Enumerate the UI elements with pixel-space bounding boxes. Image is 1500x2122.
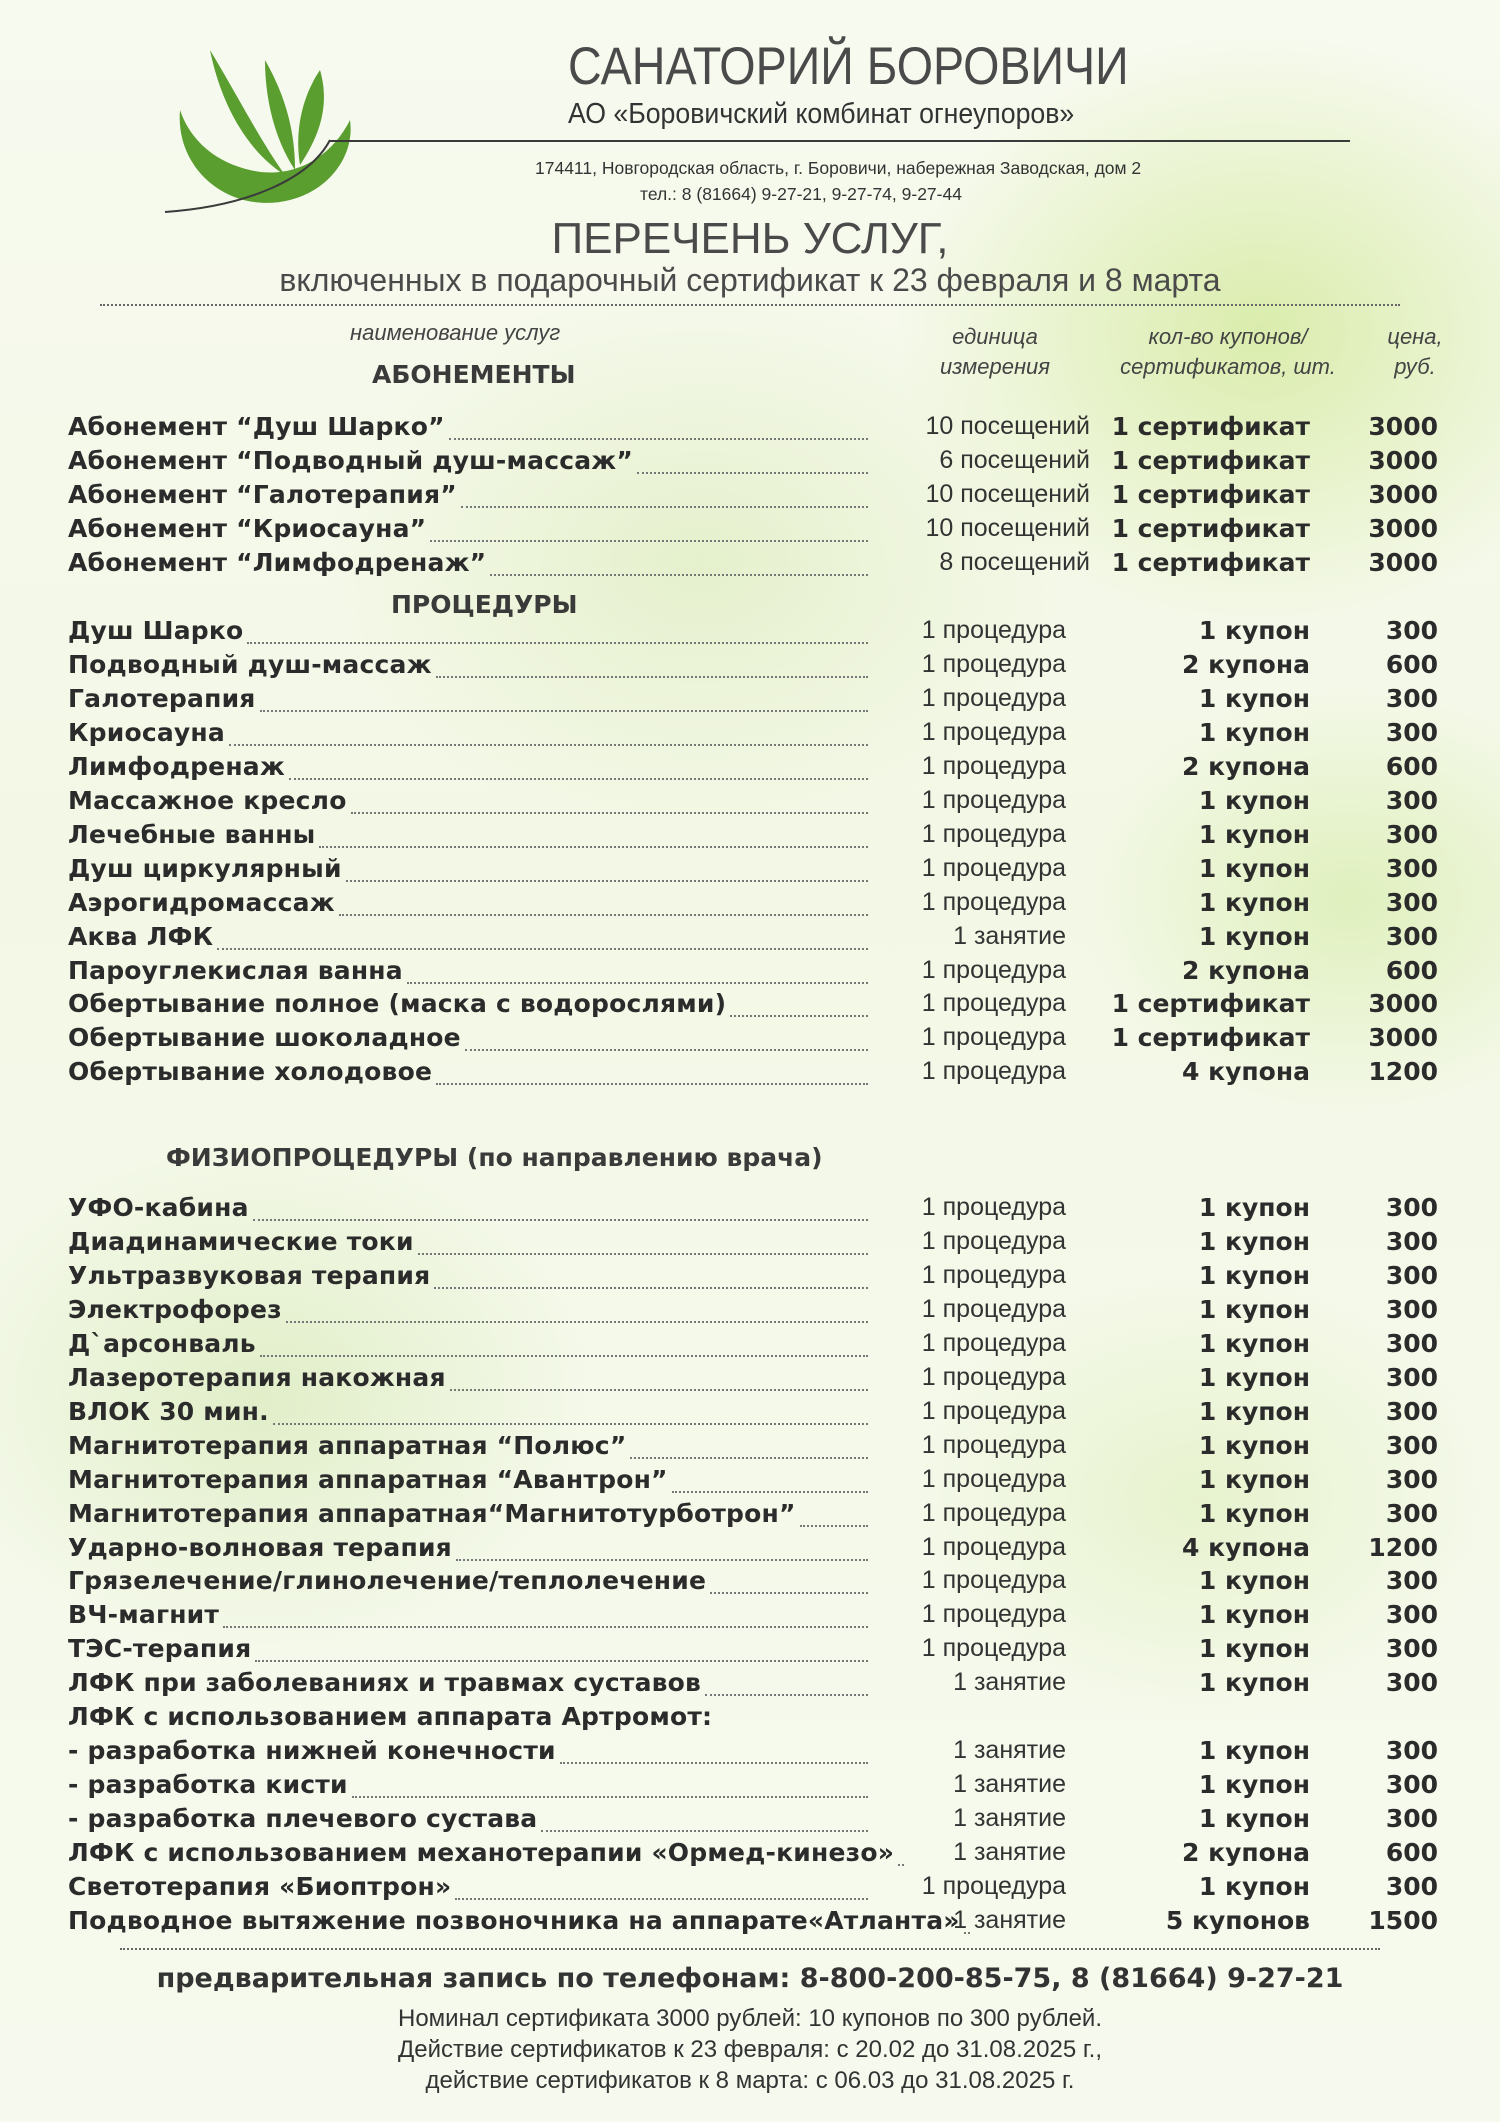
brand-address: 174411, Новгородская область, г. Боровичи, набережная Заводская, дом 2 — [535, 158, 1142, 178]
service-price: 300 — [1385, 1804, 1438, 1834]
dot-leader — [407, 982, 868, 984]
service-price: 300 — [1385, 819, 1438, 849]
service-row — [68, 1770, 1448, 1804]
service-quantity: 1 купон — [1198, 785, 1310, 815]
dot-leader — [273, 1423, 868, 1425]
service-row — [68, 1906, 1448, 1940]
service-row — [68, 1329, 1448, 1363]
service-quantity: 1 купон — [1198, 1430, 1310, 1460]
service-price: 300 — [1385, 1396, 1438, 1426]
service-price: 300 — [1385, 1193, 1438, 1222]
service-row — [68, 1023, 1448, 1057]
service-quantity: 1 сертификат — [1111, 445, 1310, 475]
column-header-unit-line1: единица — [952, 324, 1038, 349]
certificate-validity-feb: Действие сертификатов к 23 февраля: с 20.02 до 31.08.2025 г., — [398, 2036, 1102, 2063]
service-unit: 6 посещений — [939, 445, 1090, 474]
column-header-qty-line2: сертификатов, шт. — [1120, 354, 1336, 379]
service-row — [68, 1600, 1448, 1634]
service-row — [68, 786, 1448, 820]
column-header-price — [1365, 322, 1465, 382]
service-unit: 8 посещений — [939, 547, 1090, 576]
dot-leader — [436, 676, 868, 678]
service-quantity: 1 сертификат — [1111, 1023, 1310, 1053]
dot-leader — [260, 1355, 868, 1357]
dot-leader — [637, 472, 868, 474]
service-unit: 1 занятие — [953, 1770, 1066, 1799]
service-row — [68, 1431, 1448, 1465]
service-quantity: 4 купона — [1182, 1532, 1310, 1562]
dot-leader — [346, 880, 868, 882]
service-name: Абонемент “Душ Шарко” — [68, 412, 445, 441]
service-unit: 1 процедура — [921, 717, 1066, 746]
service-quantity: 1 сертификат — [1111, 412, 1310, 441]
service-row — [68, 650, 1448, 684]
service-name: ВЛОК 30 мин. — [68, 1396, 269, 1426]
service-row — [68, 1736, 1448, 1770]
service-quantity: 1 купон — [1198, 853, 1310, 883]
service-price: 300 — [1385, 1736, 1438, 1766]
service-row — [68, 514, 1448, 548]
service-quantity: 1 сертификат — [1111, 989, 1310, 1019]
service-name: Лимфодренаж — [68, 751, 285, 781]
service-name: Ударно-волновая терапия — [68, 1532, 452, 1562]
column-header-price-line2: руб. — [1394, 354, 1436, 379]
service-price: 300 — [1385, 853, 1438, 883]
dot-leader — [319, 846, 868, 848]
service-price: 300 — [1385, 616, 1438, 645]
service-row — [68, 1261, 1448, 1295]
service-name: ЛФК при заболеваниях и травмах суставов — [68, 1668, 702, 1698]
service-unit: 1 процедура — [921, 1872, 1066, 1900]
column-header-unit — [905, 322, 1085, 382]
service-price: 300 — [1385, 1226, 1438, 1256]
dot-leader — [465, 1049, 868, 1051]
service-unit: 1 процедура — [921, 1464, 1066, 1493]
brand-title: САНАТОРИЙ БОРОВИЧИ — [568, 37, 1129, 96]
dot-leader — [255, 1660, 868, 1662]
service-price: 3000 — [1368, 479, 1438, 509]
service-name: Душ Шарко — [68, 616, 244, 645]
service-quantity: 2 купона — [1182, 1838, 1310, 1868]
dot-leader — [434, 1287, 868, 1289]
service-unit: 1 процедура — [921, 819, 1066, 848]
service-name: Галотерапия — [68, 683, 256, 713]
service-name: УФО-кабина — [68, 1193, 249, 1222]
service-row — [68, 1295, 1448, 1329]
brand-phones: тел.: 8 (81664) 9-27-21, 9-27-74, 9-27-44 — [640, 184, 962, 204]
dot-leader — [289, 778, 868, 780]
service-quantity: 1 купон — [1198, 1226, 1310, 1256]
service-name: Обертывание холодовое — [68, 1057, 433, 1087]
service-quantity: 1 сертификат — [1111, 513, 1310, 543]
dot-leader — [351, 812, 868, 814]
service-name: Светотерапия «Биоптрон» — [68, 1872, 452, 1901]
dot-leader — [229, 744, 868, 746]
service-row — [68, 989, 1448, 1023]
service-name: Д`арсонваль — [68, 1328, 256, 1358]
service-unit: 1 процедура — [921, 751, 1066, 780]
service-price: 600 — [1385, 751, 1438, 781]
service-price: 300 — [1385, 1634, 1438, 1664]
dot-leader — [339, 914, 868, 916]
service-row — [68, 1668, 1448, 1702]
brand-subtitle: АО «Боровичский комбинат огнеупоров» — [568, 98, 1075, 130]
dot-leader — [418, 1253, 868, 1255]
footer-divider — [120, 1948, 1380, 1950]
service-unit: 1 процедура — [921, 955, 1066, 984]
service-unit: 1 процедура — [921, 1294, 1066, 1323]
column-header-qty-line1: кол-во купонов/ — [1148, 324, 1308, 349]
service-name: Пароуглекислая ванна — [68, 955, 403, 985]
service-price: 3000 — [1368, 513, 1438, 543]
certificate-validity-mar: действие сертификатов к 8 марта: с 06.03 до 31.08.2025 г. — [425, 2067, 1075, 2094]
dot-leader — [898, 1864, 904, 1866]
dot-leader — [450, 1389, 868, 1391]
service-quantity: 1 купон — [1198, 887, 1310, 917]
service-unit: 1 процедура — [921, 1634, 1066, 1663]
service-quantity: 1 купон — [1198, 1396, 1310, 1426]
service-price: 300 — [1385, 1566, 1438, 1596]
service-name: Обертывание полное (маска с водорослями) — [68, 989, 727, 1019]
service-name: Грязелечение/глинолечение/теплолечение — [68, 1566, 707, 1596]
service-name: Ультразвуковая терапия — [68, 1260, 431, 1290]
service-unit: 1 занятие — [953, 1668, 1066, 1697]
service-unit: 1 процедура — [921, 785, 1066, 814]
service-name: - разработка кисти — [68, 1770, 348, 1800]
service-price: 1500 — [1368, 1905, 1438, 1935]
service-row — [68, 1363, 1448, 1397]
service-unit: 10 посещений — [925, 412, 1090, 440]
service-name: Магнитотерапия аппаратная“Магнитотурботрон” — [68, 1498, 796, 1528]
service-quantity: 1 купон — [1198, 1260, 1310, 1290]
service-name: Лечебные ванны — [68, 819, 316, 849]
service-unit: 1 процедура — [921, 649, 1066, 678]
service-unit: 1 процедура — [921, 1600, 1066, 1629]
service-name: Лазеротерапия накожная — [68, 1362, 446, 1392]
service-price: 300 — [1385, 1260, 1438, 1290]
service-quantity: 1 купон — [1198, 921, 1310, 951]
service-name: ВЧ-магнит — [68, 1600, 220, 1630]
service-price: 300 — [1385, 683, 1438, 713]
service-price: 300 — [1385, 1464, 1438, 1494]
service-quantity: 1 сертификат — [1111, 547, 1310, 577]
service-price: 300 — [1385, 717, 1438, 747]
service-unit: 1 занятие — [953, 1905, 1066, 1934]
service-name: ЛФК с использованием аппарата Артромот: — [68, 1702, 713, 1732]
service-name: Магнитотерапия аппаратная “Авантрон” — [68, 1464, 668, 1494]
service-quantity: 1 купон — [1198, 1294, 1310, 1324]
service-unit: 1 процедура — [921, 887, 1066, 916]
service-unit: 1 процедура — [921, 1498, 1066, 1527]
service-price: 300 — [1385, 887, 1438, 917]
service-quantity: 2 купона — [1182, 751, 1310, 781]
dot-leader — [260, 710, 868, 712]
service-unit: 1 процедура — [921, 1226, 1066, 1255]
dot-leader — [286, 1321, 868, 1323]
dot-leader — [730, 1015, 868, 1017]
service-name: ТЭС-терапия — [68, 1634, 252, 1664]
service-price: 3000 — [1368, 1023, 1438, 1053]
service-name: Подводное вытяжение позвоночника на аппарате«Атланта» — [68, 1905, 960, 1935]
service-quantity: 1 купон — [1198, 683, 1310, 713]
service-name: - разработка нижней конечности — [68, 1736, 556, 1766]
service-row — [68, 684, 1448, 718]
service-quantity: 2 купона — [1182, 649, 1310, 679]
service-row — [68, 446, 1448, 480]
service-row — [68, 480, 1448, 514]
service-name: Диадинамические токи — [68, 1226, 414, 1256]
service-name: Аэрогидромассаж — [68, 887, 335, 917]
service-quantity: 1 купон — [1198, 819, 1310, 849]
service-unit: 1 занятие — [953, 1804, 1066, 1833]
service-quantity: 1 купон — [1198, 1872, 1310, 1901]
dot-leader — [449, 438, 868, 440]
dot-leader — [630, 1457, 868, 1459]
service-unit: 1 процедура — [921, 616, 1066, 644]
service-quantity: 1 купон — [1198, 1804, 1310, 1834]
service-row — [68, 1702, 1448, 1736]
service-quantity: 2 купона — [1182, 955, 1310, 985]
service-unit: 1 занятие — [953, 1838, 1066, 1867]
service-row — [68, 412, 1448, 446]
service-row — [68, 752, 1448, 786]
service-price: 300 — [1385, 1872, 1438, 1901]
service-name: Абонемент “Галотерапия” — [68, 479, 457, 509]
certificate-nominal-note: Номинал сертификата 3000 рублей: 10 купонов по 300 рублей. — [398, 2005, 1102, 2032]
service-quantity: 1 купон — [1198, 717, 1310, 747]
column-header-qty — [1098, 322, 1358, 382]
service-row — [68, 1634, 1448, 1668]
column-header-unit-line2: измерения — [939, 354, 1051, 379]
service-unit: 1 процедура — [921, 1566, 1066, 1595]
service-row — [68, 888, 1448, 922]
section-procedures: ПРОЦЕДУРЫ — [391, 590, 578, 619]
dot-leader — [223, 1626, 868, 1628]
service-row — [68, 1193, 1448, 1227]
service-name: Абонемент “Криосауна” — [68, 513, 427, 543]
service-row — [68, 616, 1448, 650]
service-price: 600 — [1385, 1838, 1438, 1868]
service-quantity: 1 купон — [1198, 1600, 1310, 1630]
dot-leader — [710, 1592, 868, 1594]
service-row — [68, 1872, 1448, 1906]
service-unit: 1 процедура — [921, 1260, 1066, 1289]
service-row — [68, 1566, 1448, 1600]
dot-leader — [253, 1219, 868, 1221]
service-unit: 1 процедура — [921, 989, 1066, 1018]
service-price: 300 — [1385, 1430, 1438, 1460]
service-price: 3000 — [1368, 445, 1438, 475]
dot-leader — [352, 1796, 868, 1798]
dot-leader — [456, 1559, 868, 1561]
service-row — [68, 1499, 1448, 1533]
dot-leader — [217, 948, 868, 950]
service-row — [68, 1838, 1448, 1872]
dot-leader — [455, 1898, 868, 1900]
service-unit: 1 процедура — [921, 1532, 1066, 1561]
dot-leader — [430, 540, 868, 542]
service-price: 300 — [1385, 1294, 1438, 1324]
service-name: Подводный душ-массаж — [68, 649, 432, 679]
service-row — [68, 1397, 1448, 1431]
service-unit: 10 посещений — [925, 479, 1090, 508]
service-row — [68, 922, 1448, 956]
service-row — [68, 854, 1448, 888]
service-row — [68, 956, 1448, 990]
service-quantity: 1 купон — [1198, 1566, 1310, 1596]
service-quantity: 1 купон — [1198, 1736, 1310, 1766]
service-unit: 1 процедура — [921, 1430, 1066, 1459]
service-quantity: 1 купон — [1198, 1668, 1310, 1698]
document-title: ПЕРЕЧЕНЬ УСЛУГ, — [551, 214, 949, 263]
service-row — [68, 1057, 1448, 1091]
service-unit: 1 процедура — [921, 1362, 1066, 1391]
service-unit: 1 процедура — [921, 1328, 1066, 1357]
column-header-name: наименование услуг — [350, 320, 561, 345]
service-price: 300 — [1385, 921, 1438, 951]
service-quantity: 1 купон — [1198, 1634, 1310, 1664]
service-price: 600 — [1385, 955, 1438, 985]
service-row — [68, 548, 1448, 582]
section-subscriptions: АБОНЕМЕНТЫ — [372, 360, 576, 389]
service-name: Магнитотерапия аппаратная “Полюс” — [68, 1430, 627, 1460]
service-name: Душ циркулярный — [68, 853, 342, 883]
service-price: 1200 — [1368, 1057, 1438, 1087]
dot-leader — [705, 1694, 868, 1696]
service-unit: 1 процедура — [921, 683, 1066, 712]
service-unit: 1 занятие — [953, 1736, 1066, 1765]
column-header-price-line1: цена, — [1387, 324, 1443, 349]
service-quantity: 1 купон — [1198, 1328, 1310, 1358]
dot-leader — [247, 642, 868, 644]
service-name: ЛФК с использованием механотерапии «Ормед-кинезо» — [68, 1838, 895, 1868]
service-name: Электрофорез — [68, 1294, 282, 1324]
service-price: 3000 — [1368, 412, 1438, 441]
service-name: - разработка плечевого сустава — [68, 1804, 538, 1834]
service-row — [68, 1804, 1448, 1838]
service-quantity: 5 купонов — [1165, 1905, 1310, 1935]
service-name: Абонемент “Подводный душ-массаж” — [68, 445, 634, 475]
dot-leader — [800, 1525, 868, 1527]
service-quantity: 1 купон — [1198, 616, 1310, 645]
service-price: 1200 — [1368, 1532, 1438, 1562]
service-quantity: 1 купон — [1198, 1770, 1310, 1800]
service-name: Аква ЛФК — [68, 921, 214, 951]
service-price: 3000 — [1368, 547, 1438, 577]
section-physio: ФИЗИОПРОЦЕДУРЫ (по направлению врача) — [166, 1143, 823, 1172]
dot-leader — [560, 1762, 868, 1764]
service-unit: 1 занятие — [953, 921, 1066, 950]
service-name: Абонемент “Лимфодренаж” — [68, 547, 487, 577]
service-price: 300 — [1385, 785, 1438, 815]
service-price: 300 — [1385, 1668, 1438, 1698]
header-rule — [330, 140, 1350, 142]
service-quantity: 1 купон — [1198, 1498, 1310, 1528]
service-quantity: 1 сертификат — [1111, 479, 1310, 509]
service-unit: 1 процедура — [921, 1057, 1066, 1086]
service-price: 300 — [1385, 1770, 1438, 1800]
title-divider — [100, 304, 1400, 306]
dot-leader — [490, 574, 868, 576]
service-row — [68, 1465, 1448, 1499]
service-quantity: 4 купона — [1182, 1057, 1310, 1087]
dot-leader — [436, 1083, 868, 1085]
dot-leader — [672, 1491, 868, 1493]
service-quantity: 1 купон — [1198, 1193, 1310, 1222]
service-price: 300 — [1385, 1362, 1438, 1392]
service-price: 300 — [1385, 1498, 1438, 1528]
service-unit: 1 процедура — [921, 1023, 1066, 1052]
service-row — [68, 718, 1448, 752]
service-unit: 1 процедура — [921, 1193, 1066, 1221]
service-name: Обертывание шоколадное — [68, 1023, 461, 1053]
service-price: 600 — [1385, 649, 1438, 679]
dot-leader — [541, 1830, 868, 1832]
service-unit: 1 процедура — [921, 853, 1066, 882]
service-unit: 10 посещений — [925, 513, 1090, 542]
dot-leader — [461, 506, 868, 508]
document-subtitle: включенных в подарочный сертификат к 23 февраля и 8 марта — [279, 262, 1221, 298]
service-name: Массажное кресло — [68, 785, 347, 815]
service-row — [68, 820, 1448, 854]
service-price: 3000 — [1368, 989, 1438, 1019]
service-price: 300 — [1385, 1328, 1438, 1358]
service-name: Криосауна — [68, 717, 225, 747]
service-price: 300 — [1385, 1600, 1438, 1630]
header-curve-line — [160, 138, 360, 218]
service-quantity: 1 купон — [1198, 1362, 1310, 1392]
service-quantity: 1 купон — [1198, 1464, 1310, 1494]
service-row — [68, 1227, 1448, 1261]
service-row — [68, 1533, 1448, 1567]
service-unit: 1 процедура — [921, 1396, 1066, 1425]
booking-phones: предварительная запись по телефонам: 8-800-200-85-75, 8 (81664) 9-27-21 — [156, 1963, 1344, 1994]
